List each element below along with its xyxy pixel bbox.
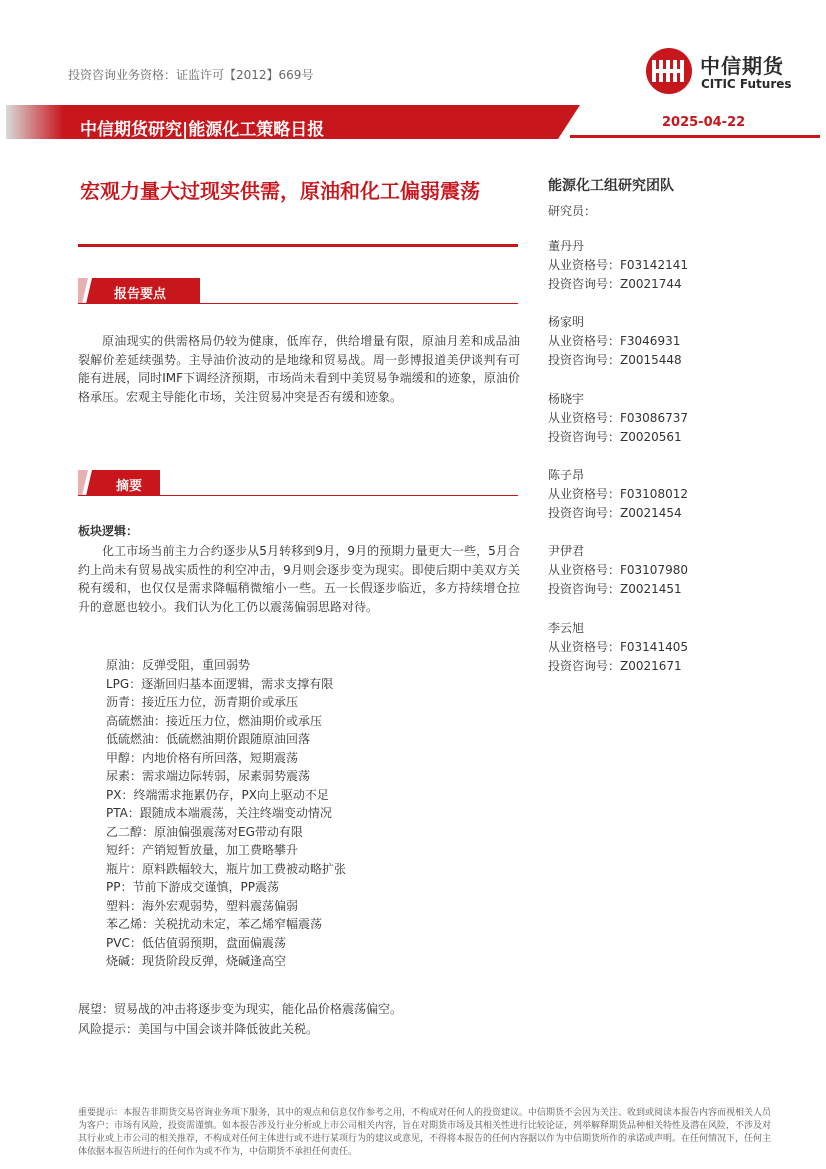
summary-divider (78, 495, 518, 496)
member-consult-id: 投资咨询号：Z0021671 (548, 659, 682, 673)
member-name: 尹伊君 (548, 544, 585, 558)
citic-emblem-icon (644, 46, 694, 96)
report-date: 2025-04-22 (662, 115, 746, 130)
list-item: 瓶片：原料跌幅较大，瓶片加工费被动略扩张 (106, 861, 347, 876)
summary-label: 摘要 (116, 479, 143, 494)
member-license: 从业资格号：F03141405 (548, 640, 688, 654)
member-name: 杨家明 (548, 315, 585, 329)
team-member (548, 237, 688, 294)
list-item: 乙二醇：原油偏强震荡对EG带动有限 (106, 824, 303, 839)
member-name: 李云旭 (548, 621, 585, 635)
banner-title: 中信期货研究|能源化工策略日报 (80, 120, 325, 140)
team-member (548, 390, 688, 447)
member-consult-id: 投资咨询号：Z0015448 (548, 353, 682, 367)
member-consult-id: 投资咨询号：Z0021744 (548, 277, 682, 291)
member-name: 陈子昂 (548, 468, 585, 482)
list-item: 高硫燃油：接近压力位，燃油期价或承压 (106, 713, 323, 728)
outlook-text: 展望：贸易战的冲击将逐步变为现实，能化品价格震荡偏空。 (78, 1002, 403, 1016)
list-item: 原油：反弹受阻，重回弱势 (106, 658, 251, 672)
list-item: 沥青：接近压力位，沥青期价或承压 (106, 695, 299, 709)
researcher-label: 研究员： (548, 204, 597, 218)
citic-futures-logo (644, 46, 804, 98)
list-item: PTA：跟随成本端震荡，关注终端变动情况 (106, 806, 332, 820)
member-license: 从业资格号：F3046931 (548, 334, 681, 348)
risk-text: 风险提示：美国与中国会谈并降低彼此关税。 (78, 1022, 319, 1036)
list-item: 低硫燃油：低硫燃油期价跟随原油回落 (106, 732, 311, 746)
list-item: 尿素：需求端边际转弱，尿素弱势震荡 (106, 769, 311, 783)
team-member (548, 313, 682, 370)
list-item: 甲醇：内地价格有所回落，短期震荡 (106, 750, 299, 765)
logic-paragraph (78, 542, 520, 616)
disclaimer-footer: 重要提示：本报告非期货交易咨询业务项下服务，其中的观点和信息仅作参考之用，不构成对任何人的投资建议。中信期货不会因为关注、收到或阅读本报告内容而视相关人员为客户；市场有风险，投资需谨慎。如本报告涉及行业分析或上市公司相关内容，旨在对期货市场及其相关性进行比较论证，列举解释期货品种相关特性及潜在风险，不涉及对其行业或上市公司的相关推荐，不构成对任何主体进行或不进行某项行为的建议或意见，不得将本报告的任何内容据以作为中信期货所作的承诺或声明。在任何情况下，任何主体依据本报告所进行的任何作为或不作为，中信期货不承担任何责任。 (78, 1108, 772, 1157)
member-license: 从业资格号：F03108012 (548, 487, 688, 501)
list-item: PP：节前下游成交谨慎，PP震荡 (106, 880, 279, 894)
list-item: PVC：低估值弱预期，盘面偏震荡 (106, 935, 286, 950)
key-points-divider (78, 303, 518, 304)
summary-section-tag (78, 470, 160, 496)
member-consult-id: 投资咨询号：Z0021454 (548, 506, 682, 520)
team-member (548, 466, 688, 523)
logo-chinese-name: 中信期货 (700, 54, 784, 78)
banner-underline (570, 135, 820, 138)
team-member (548, 542, 688, 599)
key-points-paragraph (78, 332, 520, 406)
key-points-text: 原油现实的供需格局仍较为健康，低库存，供给增量有限，原油月差和成品油裂解价差延续强势。主导油价波动的是地缘和贸易战。周一彭博报道美伊谈判有可能有进展，同时IMF下调经济预期，市场尚未看到中美贸易争端缓和的迹象，原油价格承压。宏观主导能化市场，关注贸易冲突是否有缓和迹象。 (78, 334, 520, 404)
member-license: 从业资格号：F03086737 (548, 411, 688, 425)
member-consult-id: 投资咨询号：Z0021451 (548, 582, 682, 596)
list-item: 短纤：产销短暂放量，加工费略攀升 (106, 843, 299, 857)
member-consult-id: 投资咨询号：Z0020561 (548, 430, 682, 444)
qualification-text: 投资咨询业务资格：证监许可【2012】669号 (68, 68, 314, 82)
team-title: 能源化工组研究团队 (548, 178, 674, 194)
logo-english-name: CITIC Futures (701, 77, 792, 91)
key-points-label: 报告要点 (114, 287, 167, 302)
report-title: 宏观力量大过现实供需，原油和化工偏弱震荡 (80, 179, 480, 203)
list-item: 塑料：海外宏观弱势，塑料震荡偏弱 (106, 898, 299, 913)
commodity-list (106, 656, 346, 971)
member-license: 从业资格号：F03107980 (548, 563, 688, 577)
list-item: 烧碱：现货阶段反弹，烧碱逢高空 (106, 954, 287, 968)
key-points-section-tag (78, 278, 200, 304)
logic-label: 板块逻辑： (78, 524, 139, 538)
member-name: 杨晓宇 (548, 392, 585, 406)
list-item: LPG：逐渐回归基本面逻辑，需求支撑有限 (106, 676, 334, 691)
member-license: 从业资格号：F03142141 (548, 258, 688, 272)
team-member (548, 619, 688, 676)
logic-text: 化工市场当前主力合约逐步从5月转移到9月，9月的预期力量更大一些，5月合约上尚未有贸易战实质性的利空冲击，9月则会逐步变为现实。即使后期中美双方关税有缓和，也仅仅是需求降幅稍微缩小一些。五一长假逐步临近，多方持续增仓拉升的意愿也较小。我们认为化工仍以震荡偏弱思路对待。 (78, 544, 520, 614)
list-item: PX：终端需求拖累仍存，PX向上驱动不足 (106, 787, 329, 802)
member-name: 董丹丹 (548, 239, 585, 253)
list-item: 苯乙烯：关税扰动未定，苯乙烯窄幅震荡 (106, 917, 323, 931)
title-rule (78, 244, 518, 247)
